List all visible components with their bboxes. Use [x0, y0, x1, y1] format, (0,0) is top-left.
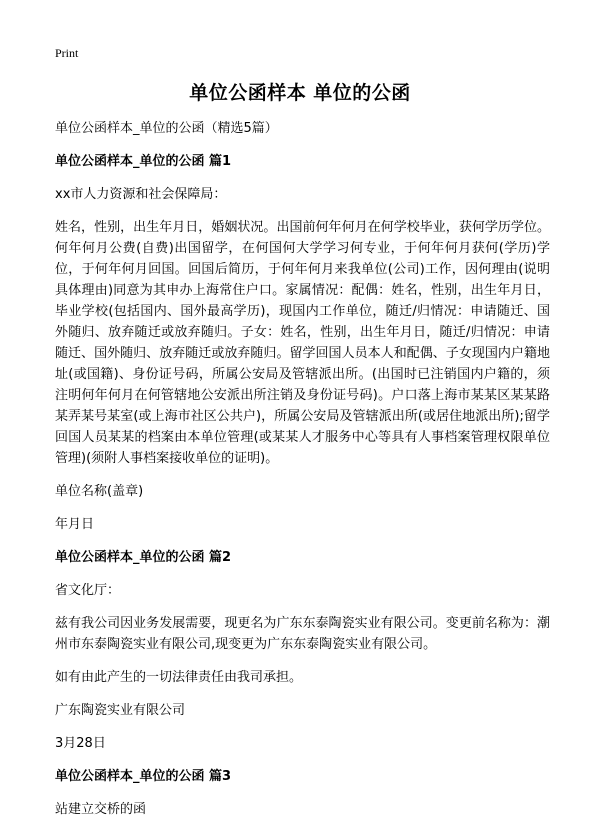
- section-1-date: 年月日: [55, 517, 95, 532]
- section-1-body: 姓名，性别，出生年月日，婚姻状况。出国前何年何月在何学校毕业，获何学历学位。何年何月公费(自费)出国留学，在何国何大学学习何专业，于何年何月获何(学历)学位，于何年何月回国。回国后简历，于何年何月来我单位(公司)工作，因何理由(说明具体理由)同意为其申办上海常住户口。家属情况：配偶：姓名，性别，出生年月日，毕业学校(包括国内、国外最高学历)，现国内工作单位，随迁/归情况：申请随迁、国外随归、放弃随迁或放弃随归。子女：姓名，性别，出生年月日，随迁/归情况：申请随迁、国外随归、放弃随迁或放弃随归。留学回国人员本人和配偶、子女现国内户籍地址(或国籍)、身份证号码，所属公安局及管辖派出所。(出国时已注销国内户籍的，须注明何年何月在何管辖地公安派出所注销及身份证号码)。户口落上海市某某区某某路某弄某号某室(或上海市社区公共户)，所属公安局及管辖派出所(或居住地派出所);留学回国人员某某的档案由本单位管理(或某某人才服务中心等具有人事档案管理权限单位管理)(须附人事档案接收单位的证明)。: [55, 220, 550, 466]
- section-2-company: 广东陶瓷实业有限公司: [55, 703, 186, 718]
- section-1-heading: 单位公函样本_单位的公函 篇1: [55, 154, 232, 169]
- section-2-liability: 如有由此产生的一切法律责任由我司承担。: [55, 670, 303, 685]
- section-3-heading: 单位公函样本_单位的公函 篇3: [55, 769, 232, 784]
- section-3-first-line: 站建立交桥的函: [55, 802, 147, 817]
- page-title: 单位公函样本 单位的公函: [189, 82, 411, 104]
- section-2-body: 兹有我公司因业务发展需要，现更名为广东东泰陶瓷实业有限公司。变更前名称为：潮州市东泰陶瓷实业有限公司,现变更为广东东泰陶瓷实业有限公司。: [55, 616, 550, 652]
- section-2-heading: 单位公函样本_单位的公函 篇2: [55, 550, 232, 565]
- document-body: [55, 118, 550, 832]
- section-1-signature: 单位名称(盖章): [55, 484, 144, 499]
- document-subtitle: 单位公函样本_单位的公函（精选5篇）: [55, 121, 278, 136]
- section-2-date: 3月28日: [55, 736, 106, 751]
- print-label: Print: [55, 46, 79, 60]
- section-1-salutation: xx市人力资源和社会保障局：: [55, 187, 227, 202]
- section-2-salutation: 省文化厅：: [55, 583, 121, 598]
